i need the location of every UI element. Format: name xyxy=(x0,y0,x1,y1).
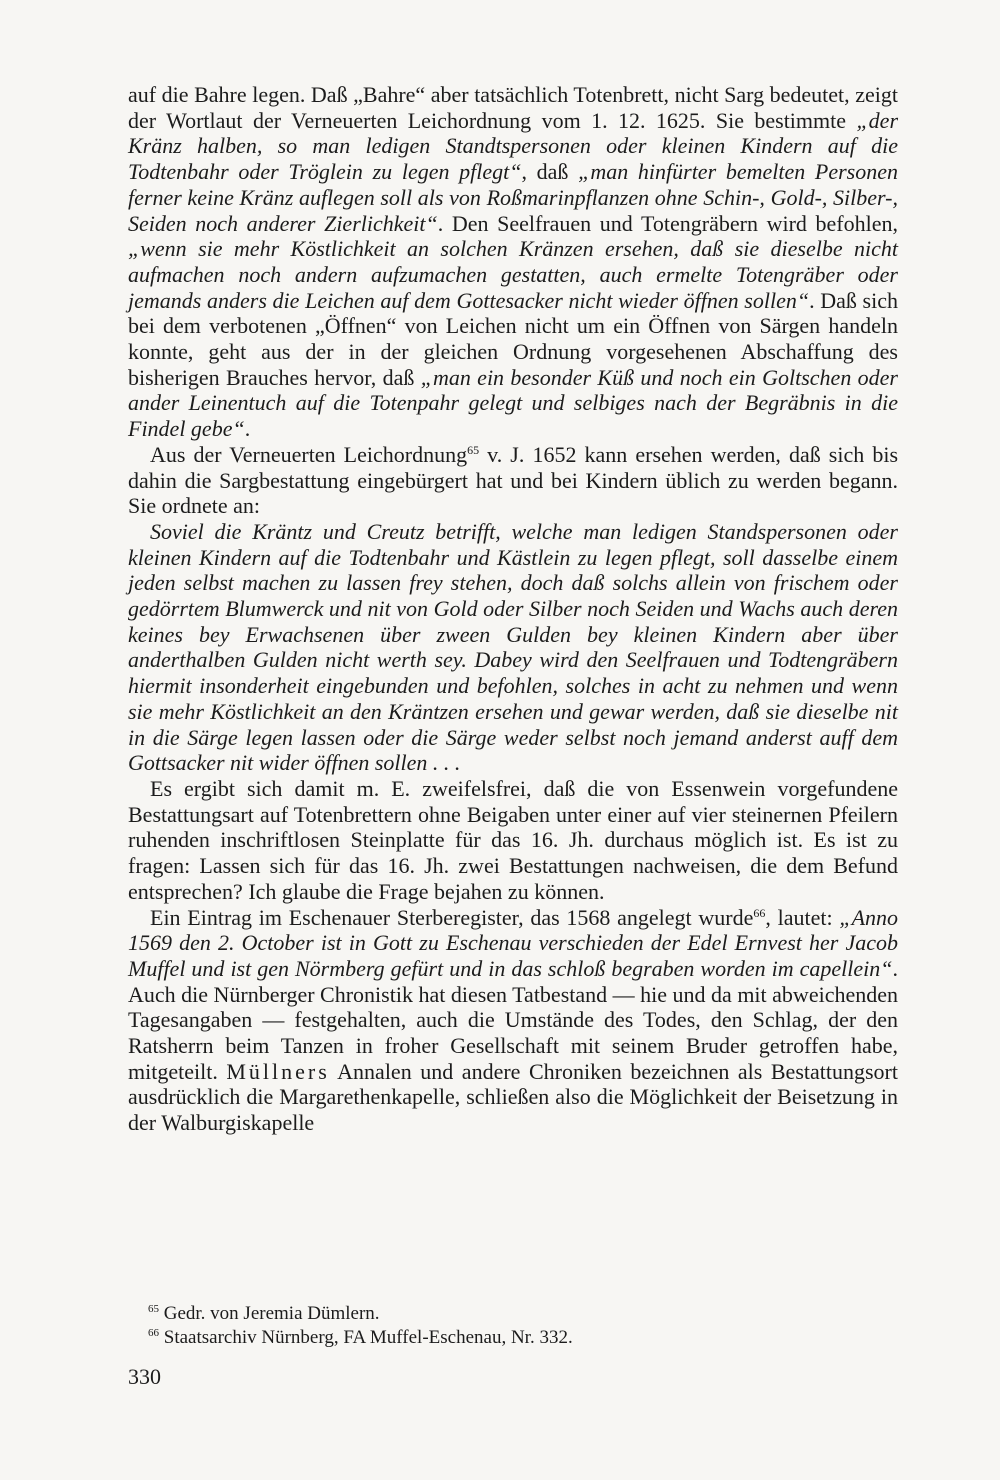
text-run: auf die Bahre legen. Daß „Bahre“ aber tatsächlich Totenbrett, nicht Sarg bedeutet, zeigt der Wortlaut der Verneuerten Leichordnung vom 1. 12. 1625. Sie bestimmte xyxy=(128,82,898,133)
quotation: „der Kränz halben, so man ledigen Standtspersonen oder kleinen Kindern auf die Todtenbahr oder Tröglein zu legen pflegt“ xyxy=(128,107,898,185)
paragraph-2 xyxy=(128,442,898,519)
footnote-text: Gedr. von Jeremia Dümlern. xyxy=(163,1303,380,1324)
footnote-number: 65 xyxy=(148,1303,159,1315)
quotation: „man hinfürter bemelten Personen ferner keine Kränz auflegen soll als von Roßmarinpflanzen ohne Schin-, Gold-, Silber-, Seiden noch anderer Zierlichkeit“ xyxy=(128,159,898,236)
footnote-66 xyxy=(148,1326,888,1350)
quotation: „wenn sie mehr Köstlichkeit an solchen Kränzen ersehen, daß sie dieselbe nicht aufmachen noch andern aufzumachen gestatten, auch ermelte Totengräber oder jemands anders die Leichen auf dem Gottesacker nicht wieder öffnen sollen“ xyxy=(128,236,898,313)
paragraph-3: Es ergibt sich damit m. E. zweifelsfrei, daß die von Essenwein vorgefundene Bestattungsart auf Totenbrettern ohne Beigaben unter einer auf vier steinernen Pfeilern ruhenden inschriftlosen Steinplatte für das 16. Jh. durchaus möglich ist. Es ist zu fragen: Lassen sich für das 16. Jh. zwei Bestattungen nachweisen, die dem Befund entsprechen? Ich glaube die Frage bejahen zu können. xyxy=(128,775,898,904)
footnote-ref: 65 xyxy=(467,442,480,457)
text-run: , lautet: xyxy=(765,904,840,930)
paragraph-4 xyxy=(128,905,898,1136)
page-number: 330 xyxy=(128,1364,161,1389)
body-text xyxy=(128,82,898,1136)
block-quotation: Soviel die Kräntz und Creutz betrifft, welche man ledigen Standspersonen oder kleinen Kindern auf die Todtenbahr und Kästlein zu legen pflegt, soll dasselbe einem jeden selbst machen zu lassen frey stehen, doch daß solchs allein von frischem oder gedörrtem Blumwerck und nit von Gold oder Silber noch Seiden und Wachs auch deren keines bey Erwachsenen über zween Gulden bey kleinen Kindern aber über anderthalben Gulden nicht werth sey. Dabey wird den Seelfrauen und Todtengräbern hiermit insonderheit eingebunden und befohlen, solches in acht zu nehmen und wenn sie mehr Köstlichkeit an den Kräntzen ersehen und gewar werden, daß sie dieselbe nit in die Särge legen lassen oder die Särge weder selbst noch jemand anderst auff dem Gottsacker nit wider öffnen sollen . . . xyxy=(128,518,898,776)
paragraph-1 xyxy=(128,82,898,442)
text-run: . Auch die Nürnberger Chronistik hat diesen Tatbestand — hie und da mit abweichenden Tagesangaben — festgehalten, auch die Umstände des Todes, den Schlag, der den Ratsherrn beim Tanzen in froher Gesellschaft mit seinem Bruder getroffen habe, mitgeteilt. xyxy=(128,955,898,1084)
quotation: „Anno 1569 den 2. October ist in Gott zu Eschenau verschieden der Edel Ernvest her Jacob Muffel und ist gen Nörmberg gefürt und in das schloß begraben worden im capellein“ xyxy=(128,904,899,981)
footnote-65 xyxy=(148,1302,888,1326)
author-name: Müllners xyxy=(226,1058,330,1084)
text-run: . Den Seelfrauen und Totengräbern wird befohlen, xyxy=(437,210,898,236)
text-run: Ein Eintrag im Eschenauer Sterberegister, das 1568 angelegt wurde xyxy=(150,904,754,930)
text-run: , daß xyxy=(521,159,579,185)
text-run: . xyxy=(244,416,251,442)
footnote-ref: 66 xyxy=(753,905,766,920)
quotation: „man ein besonder Küß und noch ein Goltschen oder ander Leinentuch auf die Totenpahr gelegt und selbiges nach der Begräbnis in die Findel gebe“ xyxy=(128,364,898,442)
text-run: Annalen und andere Chroniken bezeichnen als Bestattungsort ausdrücklich die Margarethenkapelle, schließen also die Möglichkeit der Beisetzung in der Walburgiskapelle xyxy=(128,1058,898,1136)
footnote-text: Staatsarchiv Nürnberg, FA Muffel-Eschenau, Nr. 332. xyxy=(163,1327,573,1348)
text-run: v. J. 1652 kann ersehen werden, daß sich bis dahin die Sargbestattung eingebürgert hat und bei Kindern üblich zu werden begann. Sie ordnete an: xyxy=(128,441,899,519)
footnotes xyxy=(148,1302,888,1350)
footnote-number: 66 xyxy=(148,1327,159,1339)
text-run: . Daß sich bei dem verbotenen „Öffnen“ von Leichen nicht um ein Öffnen von Särgen handeln konnte, geht aus der in der gleichen Ordnung vorgesehenen Abschaffung des bisherigen Brauches hervor, daß xyxy=(128,287,898,390)
text-run: Aus der Verneuerten Leichordnung xyxy=(150,441,468,467)
